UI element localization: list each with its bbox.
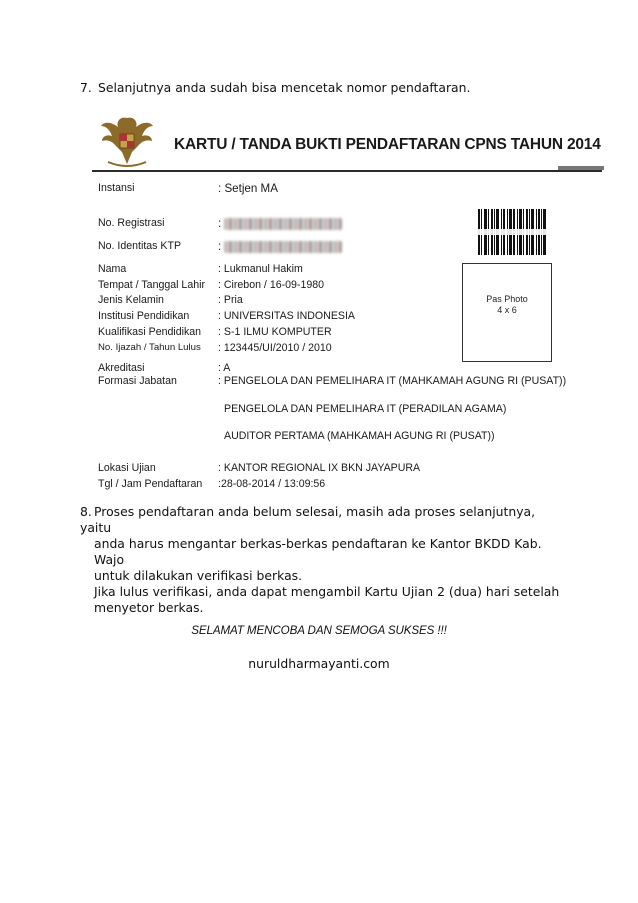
row-label: Nama [98, 263, 127, 275]
registration-card-image [92, 112, 601, 494]
row-label: Instansi [98, 182, 135, 194]
pas-photo-box [462, 263, 552, 362]
row-label: No. Ijazah / Tahun Lulus [98, 342, 201, 353]
row-value: : 123445/UI/2010 / 2010 [218, 342, 332, 354]
barcode-icon [478, 209, 546, 255]
row-value: : PENGELOLA DAN PEMELIHARA IT (MAHKAMAH AGUNG RI (PUSAT)) [218, 375, 567, 387]
row-value: : Lukmanul Hakim [218, 263, 303, 275]
row-value: : KANTOR REGIONAL IX BKN JAYAPURA [218, 462, 421, 474]
row-label: Tempat / Tanggal Lahir [98, 279, 205, 291]
title-divider [92, 170, 602, 172]
step-8-line-5: menyetor berkas. [94, 600, 204, 615]
row-label: Institusi Pendidikan [98, 310, 190, 322]
pas-photo-text: Pas Photo [486, 294, 528, 304]
pas-photo-label [463, 294, 551, 316]
row-label: No. Identitas KTP [98, 240, 182, 252]
row-value: AUDITOR PERTAMA (MAHKAMAH AGUNG RI (PUSAT)) [224, 430, 495, 442]
closing-message: SELAMAT MENCOBA DAN SEMOGA SUKSES !!! [191, 624, 447, 637]
step-7-text: Selanjutnya anda sudah bisa mencetak nomor pendaftaran. [97, 80, 471, 95]
row-value: : Pria [218, 294, 243, 306]
row-label: Formasi Jabatan [98, 375, 177, 387]
row-value: PENGELOLA DAN PEMELIHARA IT (PERADILAN AGAMA) [224, 403, 507, 415]
step-8-line-4: Jika lulus verifikasi, anda dapat mengambil Kartu Ujian 2 (dua) hari setelah [94, 584, 560, 599]
pas-photo-size: 4 x 6 [497, 305, 517, 315]
step-8-line-2: anda harus mengantar berkas-berkas pendaftaran ke Kantor BKDD Kab. Wajo [94, 536, 542, 567]
row-label: Tgl / Jam Pendaftaran [98, 478, 203, 490]
website-footer: nuruldharmayanti.com [248, 656, 390, 671]
row-value: : [218, 240, 222, 253]
row-value: : A [218, 362, 231, 374]
row-label: Akreditasi [98, 362, 145, 374]
garuda-emblem-icon [98, 112, 156, 170]
step-7-number: 7. [80, 80, 92, 95]
row-value: : [218, 217, 222, 230]
card-title: KARTU / TANDA BUKTI PENDAFTARAN CPNS TAHUN 2014 [174, 136, 601, 153]
row-value: : Setjen MA [218, 182, 278, 195]
row-value: :28-08-2014 / 13:09:56 [218, 478, 326, 490]
row-label: Jenis Kelamin [98, 294, 164, 306]
step-8-line-3: untuk dilakukan verifikasi berkas. [94, 568, 303, 583]
row-value: : Cirebon / 16-09-1980 [218, 279, 325, 291]
step-7-paragraph [80, 80, 470, 96]
step-8-line-1: Proses pendaftaran anda belum selesai, masih ada proses selanjutnya, yaitu [80, 504, 536, 535]
redacted-value [224, 241, 342, 253]
title-divider-tag [558, 166, 604, 170]
row-label: Kualifikasi Pendidikan [98, 326, 202, 338]
redacted-value [224, 218, 342, 230]
step-8-number: 8. [80, 504, 92, 519]
row-label: No. Registrasi [98, 217, 165, 229]
step-8-paragraph [80, 504, 560, 616]
row-label: Lokasi Ujian [98, 462, 156, 474]
row-value: : S-1 ILMU KOMPUTER [218, 326, 332, 338]
row-value: : UNIVERSITAS INDONESIA [218, 310, 355, 322]
